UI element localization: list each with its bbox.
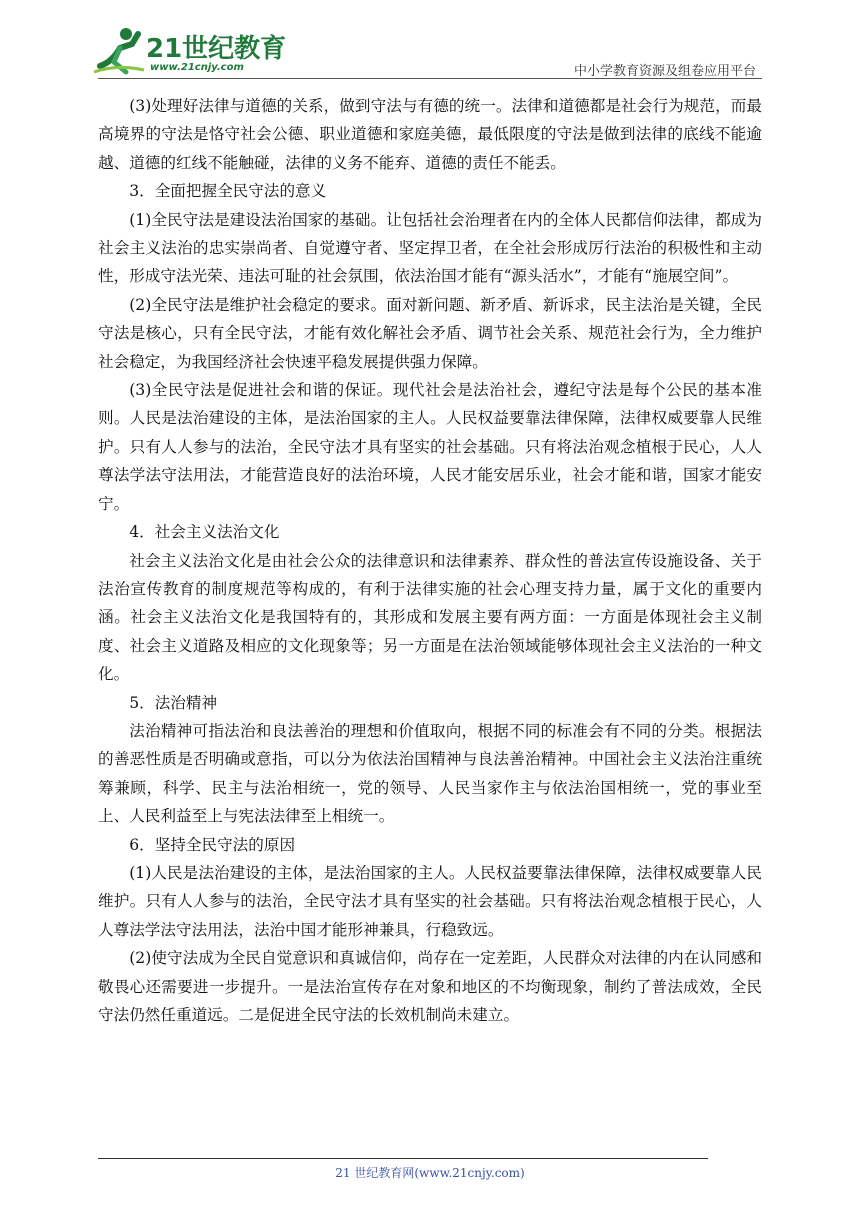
page-header bbox=[0, 0, 860, 80]
section-heading: 3．全面把握全民守法的意义 bbox=[129, 182, 327, 201]
platform-label: 中小学教育资源及组卷应用平台 bbox=[573, 64, 756, 79]
footer-link[interactable]: 21 世纪教育网(www.21cnjy.com) bbox=[335, 1166, 525, 1180]
section-heading: 4．社会主义法治文化 bbox=[129, 523, 280, 542]
document-body bbox=[98, 92, 762, 1029]
site-logo[interactable] bbox=[92, 26, 287, 78]
paragraph: (2)使守法成为全民自觉意识和真诚信仰，尚存在一定差距，人民群众对法律的内在认同感和敬畏心还需要进一步提升。一是法治宣传存在对象和地区的不均衡现象，制约了普法成效，全民守法仍然任重道远。二是促进全民守法的长效机制尚未建立。 bbox=[98, 949, 762, 1024]
section-heading: 5．法治精神 bbox=[129, 693, 218, 712]
paragraph: (1)人民是法治建设的主体，是法治国家的主人。人民权益要靠法律保障，法律权威要靠人民维护。只有人人参与的法治，全民守法才具有坚实的社会基础。只有将法治观念植根于民心，人人尊法学法守法用法，法治中国才能形神兼具，行稳致远。 bbox=[98, 863, 762, 939]
section-heading: 6．坚持全民守法的原因 bbox=[129, 835, 296, 854]
paragraph: (3)全民守法是促进社会和谐的保证。现代社会是法治社会，遵纪守法是每个公民的基本准则。人民是法治建设的主体，是法治国家的主人。人民权益要靠法律保障，法律权威要靠人民维护。只有人人参与的法治，全民守法才具有坚实的社会基础。只有将法治观念植根于民心，人人尊法学法守法用法，才能营造良好的法治环境，人民才能安居乐业，社会才能和谐，国家才能安宁。 bbox=[98, 381, 762, 513]
footer-divider bbox=[98, 1158, 708, 1159]
header-divider bbox=[98, 78, 762, 79]
paragraph: 社会主义法治文化是由社会公众的法律意识和法律素养、群众性的普法宣传设施设备、关于法治宣传教育的制度规范等构成的，有利于法律实施的社会心理支持力量，属于文化的重要内涵。社会主义法治文化是我国特有的，其形成和发展主要有两方面：一方面是体现社会主义制度、社会主义道路及相应的文化现象等；另一方面是在法治领域能够体现社会主义法治的一种文化。 bbox=[98, 551, 762, 684]
paragraph: (1)全民守法是建设法治国家的基础。让包括社会治理者在内的全体人民都信仰法律，都成为社会主义法治的忠实崇尚者、自觉遵守者、坚定捍卫者，在全社会形成厉行法治的积极性和主动性，形成守法光荣、违法可耻的社会氛围，依法治国才能有“源头活水”，才能有“施展空间”。 bbox=[98, 210, 762, 286]
logo-text: 21世纪教育 bbox=[146, 34, 287, 64]
paragraph: (3)处理好法律与道德的关系，做到守法与有德的统一。法律和道德都是社会行为规范，而最高境界的守法是恪守社会公德、职业道德和家庭美德，最低限度的守法是做到法律的底线不能逾越、道德的红线不能触碰，法律的义务不能弃、道德的责任不能丢。 bbox=[98, 97, 762, 172]
paragraph: (2)全民守法是维护社会稳定的要求。面对新问题、新矛盾、新诉求，民主法治是关键，全民守法是核心，只有全民守法，才能有效化解社会矛盾、调节社会关系、规范社会行为，全力维护社会稳定，为我国经济社会快速平稳发展提供强力保障。 bbox=[98, 295, 762, 371]
paragraph: 法治精神可指法治和良法善治的理想和价值取向，根据不同的标准会有不同的分类。根据法的善恶性质是否明确或意指，可以分为依法治国精神与良法善治精神。中国社会主义法治注重统筹兼顾，科学、民主与法治相统一，党的领导、人民当家作主与依法治国相统一，党的事业至上、人民利益至上与宪法法律至上相统一。 bbox=[98, 721, 762, 826]
runner-logo-icon bbox=[92, 26, 146, 78]
logo-url: www.21cnjy.com bbox=[150, 62, 244, 73]
